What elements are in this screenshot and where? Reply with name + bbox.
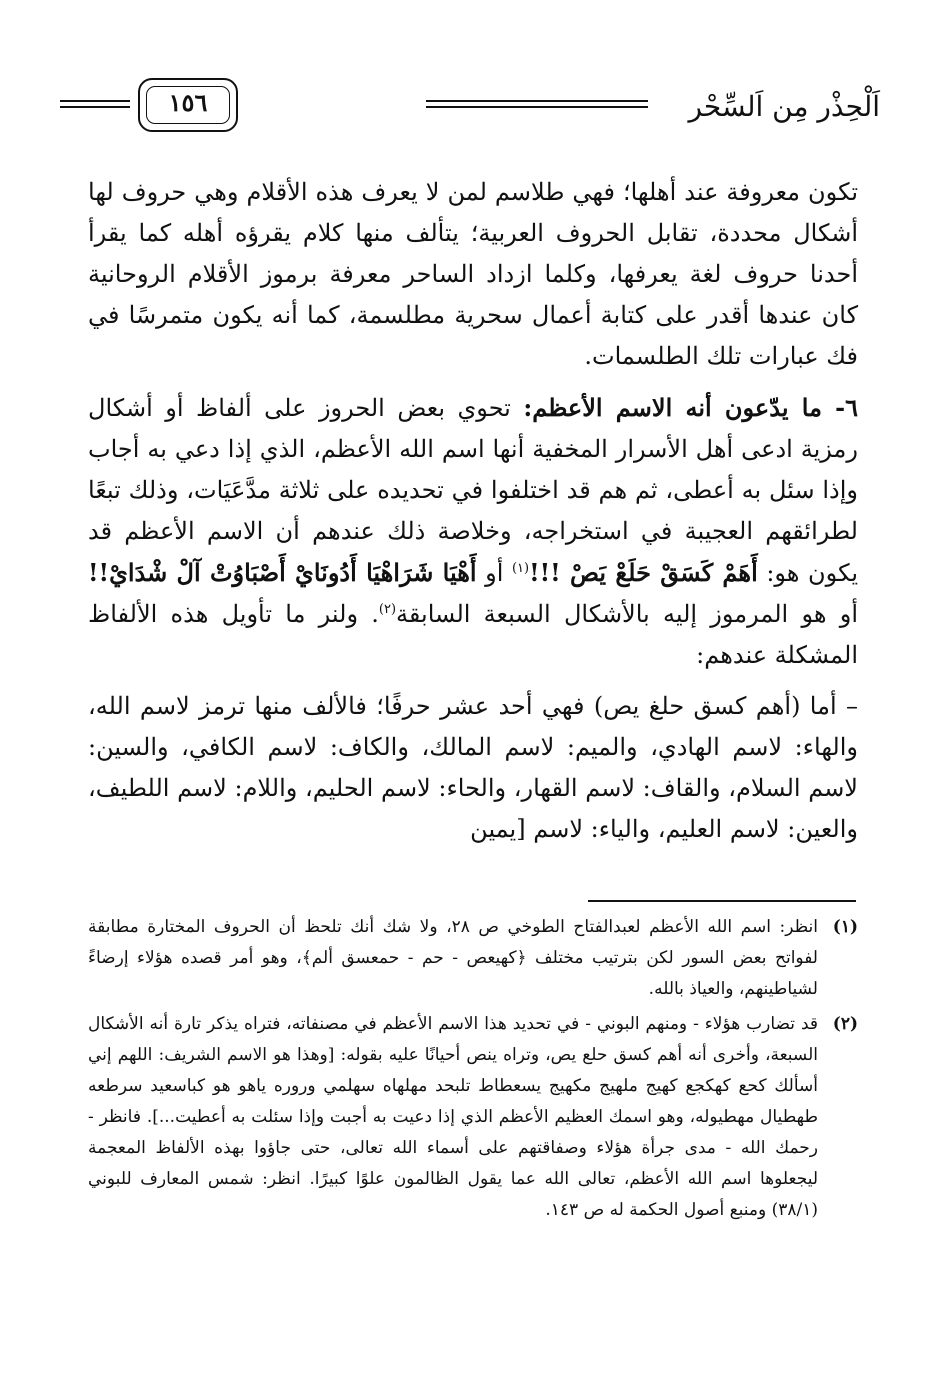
paragraph-1: تكون معروفة عند أهلها؛ فهي طلاسم لمن لا يعرف هذه الأقلام وهي حروف لها أشكال محددة، تقابل الحروف العربية؛ يتألف منها كلام يقرؤه أهله كما يقرأ أحدنا حروف لغة يعرفها، وكلما ازداد الساحر معرفة برموز الأقلام الروحانية كان عندها أقدر على كتابة أعمال سحرية مطلسمة، كما أنه يكون متمرسًا في فك عبارات تلك الطلسمات. [88, 178, 858, 370]
claimed-name-1: أَهَمْ كَسَقْ حَلَعْ يَصْ !!! [529, 558, 758, 587]
page-number: ١٥٦ [168, 88, 208, 117]
main-text [88, 172, 858, 850]
page-number-frame [138, 78, 238, 132]
header-rule [60, 100, 130, 102]
claimed-name-2: أَهْيَا شَرَاهْيَا أَدُونَايْ أَصْبَاوُتْ آلْ شْدَايْ!! [88, 558, 477, 587]
footnote-separator [588, 900, 856, 902]
footnote-text: قد تضارب هؤلاء - ومنهم البوني - في تحديد هذا الاسم الأعظم في مصنفاته، فتراه يذكر تارة أنه الأشكال السبعة، وأخرى أنه أهم كسق حلع يص، وتراه ينص أحيانًا عليه بقوله: [وهذا هو الاسم الشريف: اللهم إني أسألك كحع كهكجع كهيج ملهيج مكهيج يسعطاط تلبحد مهلهاه سهلمي وروره ياهو هو كباسعيد سرطعه طهطيال مهطيوله، وهو اسمك العظيم الأعظم الذي إذا دعيت به أجبت وإذا سئلت به أعطيت...]. فانظر - رحمك الله - مدى جرأة هؤلاء وصفاقتهم على أسماء الله تعالى، حتى جاؤوا بهذه الألفاظ المعجمة ليجعلوها اسم الله الأعظم، تعالى الله عما يقول الظالمون علوًا كبيرًا. انظر: شمس المعارف للبوني (٣٨/١) ومنبع أصول الحكمة له ص ١٤٣. [88, 1014, 818, 1220]
paragraph-2-text: أو [476, 559, 512, 587]
paragraph-2-text: تحوي بعض الحروز على ألفاظ أو أشكال رمزية ادعى أهل الأسرار المخفية أنها اسم الله الأعظم، الذي إذا دعي به أجاب وإذا سئل به أعطى، ثم هم قد اختلفوا في تحديده على ثلاثة مدَّعَيَات، وذلك تبعًا لطرائقهم العجيبة في استخراجه، وخلاصة ذلك عندهم أن الاسم الأعظم قد يكون هو: [88, 394, 859, 587]
footnote [88, 912, 858, 1005]
book-title: اَلْحِذْر مِن اَلسِّحْر [688, 90, 880, 123]
page-header [60, 72, 880, 142]
footnote-ref-1[interactable]: (١) [511, 561, 530, 576]
footnotes [88, 912, 858, 1230]
footnote-number: (١) [832, 917, 858, 937]
header-rule [426, 100, 648, 102]
paragraph-2-text: . ولنر ما تأويل هذه الألفاظ المشكلة عندهم: [88, 600, 858, 669]
header-rule [426, 106, 648, 108]
section-heading: ٦- ما يدّعون أنه الاسم الأعظم: [523, 393, 859, 422]
paragraph-2-text: أو هو المرموز إليه بالأشكال السبعة السابقة [396, 600, 858, 628]
paragraph-2 [88, 387, 858, 676]
paragraph-3: – أما (أهم كسق حلغ يص) فهي أحد عشر حرفًا؛ فالألف منها ترمز لاسم الله، والهاء: لاسم الهادي، والميم: لاسم المالك، والكاف: لاسم الكافي، والسين: لاسم السلام، والقاف: لاسم القهار، والحاء: لاسم الحليم، واللام: لاسم اللطيف، والعين: لاسم العليم، والياء: لاسم [يمين [88, 692, 858, 843]
footnote [88, 1009, 858, 1226]
footnote-text: انظر: اسم الله الأعظم لعبدالفتاح الطوخي ص ٢٨، ولا شك أنك تلحظ أن الحروف المختارة مطابقة لفواتح بعض السور لكن بترتيب مختلف ﴿كهيعص - حم - حمعسق ألم﴾، وهو أمر قصده هؤلاء إرضاءً لشياطينهم، والعياذ بالله. [88, 917, 818, 999]
footnote-ref-2[interactable]: (٢) [378, 602, 397, 617]
footnote-number: (٢) [832, 1014, 858, 1034]
header-rule [60, 106, 130, 108]
